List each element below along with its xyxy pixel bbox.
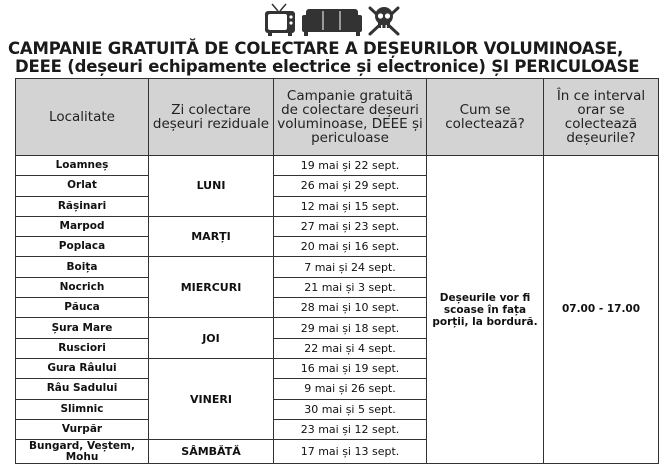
locality-cell: Rusciori: [16, 338, 149, 358]
locality-cell: Poplaca: [16, 237, 149, 257]
table-header-row: [16, 79, 659, 156]
campaign-dates-cell: 9 mai și 26 sept.: [274, 379, 427, 399]
locality-cell: Slimnic: [16, 399, 149, 419]
locality-cell: Șura Mare: [16, 318, 149, 338]
collection-day-cell: SÂMBĂTĂ: [149, 440, 274, 464]
table-row: [16, 156, 659, 176]
campaign-dates-cell: 19 mai și 22 sept.: [274, 156, 427, 176]
campaign-dates-cell: 27 mai și 23 sept.: [274, 216, 427, 236]
column-header: În ce interval orar se colectează deșeurile?: [544, 79, 659, 156]
campaign-dates-cell: 12 mai și 15 sept.: [274, 196, 427, 216]
collection-schedule-table: [15, 78, 659, 464]
page-title: [8, 40, 658, 76]
locality-cell: Marpod: [16, 216, 149, 236]
campaign-dates-cell: 20 mai și 16 sept.: [274, 237, 427, 257]
campaign-dates-cell: 30 mai și 5 sept.: [274, 399, 427, 419]
locality-cell: Rășinari: [16, 196, 149, 216]
sofa-icon: [302, 9, 362, 36]
locality-cell: Gura Râului: [16, 358, 149, 378]
campaign-dates-cell: 23 mai și 12 sept.: [274, 419, 427, 439]
locality-cell: Bungard, Veștem, Mohu: [16, 440, 149, 464]
title-line-2: DEEE (deșeuri echipamente electrice și electronice) ȘI PERICULOASE: [15, 57, 640, 76]
column-header: Localitate: [16, 79, 149, 156]
skull-crossbones-icon: [370, 7, 398, 34]
campaign-dates-cell: 22 mai și 4 sept.: [274, 338, 427, 358]
collection-day-cell: MIERCURI: [149, 257, 274, 318]
title-line-1: CAMPANIE GRATUITĂ DE COLECTARE A DEȘEURILOR VOLUMINOASE,: [8, 39, 624, 58]
collection-day-cell: MARȚI: [149, 216, 274, 257]
locality-cell: Boița: [16, 257, 149, 277]
collection-day-cell: LUNI: [149, 156, 274, 217]
column-header: Cum se colectează?: [427, 79, 544, 156]
locality-cell: Păuca: [16, 298, 149, 318]
header-icons: [264, 2, 404, 38]
locality-cell: Loamneș: [16, 156, 149, 176]
locality-cell: Nocrich: [16, 277, 149, 297]
campaign-dates-cell: 7 mai și 24 sept.: [274, 257, 427, 277]
campaign-dates-cell: 21 mai și 3 sept.: [274, 277, 427, 297]
campaign-dates-cell: 16 mai și 19 sept.: [274, 358, 427, 378]
tv-icon: [265, 4, 295, 36]
campaign-dates-cell: 17 mai și 13 sept.: [274, 440, 427, 464]
locality-cell: Râu Sadului: [16, 379, 149, 399]
campaign-dates-cell: 29 mai și 18 sept.: [274, 318, 427, 338]
locality-cell: Orlat: [16, 176, 149, 196]
collection-method-cell: Deșeurile vor fi scoase în fața porții, la bordură.: [427, 156, 544, 464]
column-header: Zi colectare deșeuri reziduale: [149, 79, 274, 156]
collection-day-cell: JOI: [149, 318, 274, 359]
campaign-dates-cell: 28 mai și 10 sept.: [274, 298, 427, 318]
column-header: Campanie gratuită de colectare deșeuri voluminoase, DEEE și periculoase: [274, 79, 427, 156]
collection-day-cell: VINERI: [149, 358, 274, 439]
campaign-dates-cell: 26 mai și 29 sept.: [274, 176, 427, 196]
locality-cell: Vurpăr: [16, 419, 149, 439]
collection-hours-cell: 07.00 - 17.00: [544, 156, 659, 464]
